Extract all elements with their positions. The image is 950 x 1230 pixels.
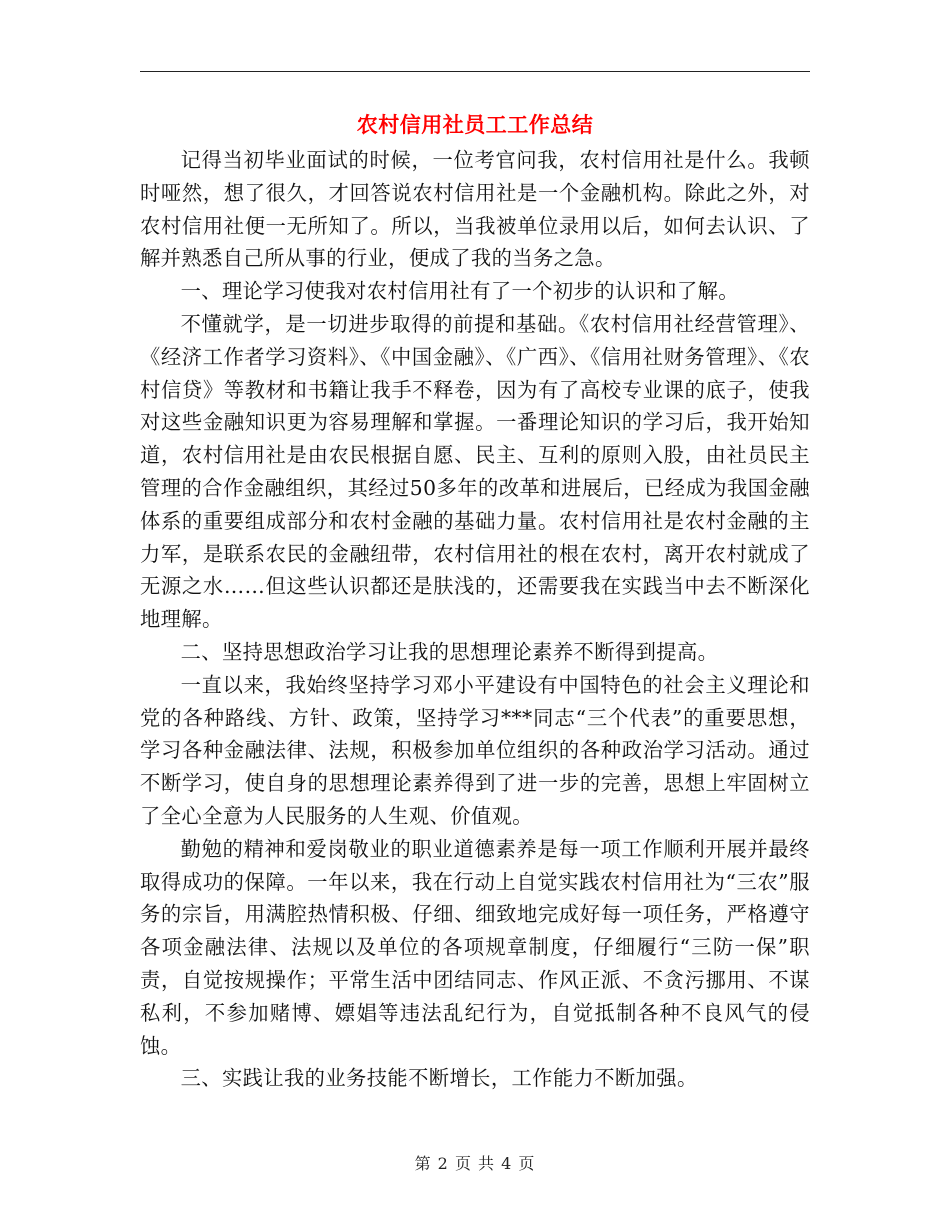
header-rule xyxy=(140,71,810,72)
paragraph-ethics: 勤勉的精神和爱岗敬业的职业道德素养是每一项工作顺利开展并最终取得成功的保障。一年以来，我在行动上自觉实践农村信用社为“三农”服务的宗旨，用满腔热情积极、仔细、细致地完成好每一项任务，严格遵守各项金融法律、法规以及单位的各项规章制度，仔细履行“三防一保”职责，自觉按规操作；平常生活中团结同志、作风正派、不贪污挪用、不谋私利，不参加赌博、嫖娼等违法乱纪行为，自觉抵制各种不良风气的侵蚀。 xyxy=(140,836,810,1058)
paragraph-intro: 记得当初毕业面试的时候，一位考官问我，农村信用社是什么。我顿时哑然，想了很久，才回答说农村信用社是一个金融机构。除此之外，对农村信用社便一无所知了。所以，当我被单位录用以后，如何去认识、了解并熟悉自己所从事的行业，便成了我的当务之急。 xyxy=(140,148,810,271)
paragraph-politics: 一直以来，我始终坚持学习邓小平建设有中国特色的社会主义理论和党的各种路线、方针、政策，坚持学习***同志“三个代表”的重要思想，学习各种金融法律、法规，积极参加单位组织的各种政治学习活动。通过不断学习，使自身的思想理论素养得到了进一步的完善，思想上牢固树立了全心全意为人民服务的人生观、价值观。 xyxy=(140,672,810,828)
document-body xyxy=(140,144,810,1095)
paragraph-theory: 不懂就学，是一切进步取得的前提和基础。《农村信用社经营管理》、《经济工作者学习资料》、《中国金融》、《广西》、《信用社财务管理》、《农村信贷》等教材和书籍让我手不释卷，因为有了高校专业课的底子，使我对这些金融知识更为容易理解和掌握。一番理论知识的学习后，我开始知道，农村信用社是由农民根据自愿、民主、互利的原则入股，由社员民主管理的合作金融组织，其经过50多年的改革和进展后，已经成为我国金融体系的重要组成部分和农村金融的基础力量。农村信用社是农村金融的主力军，是联系农民的金融纽带，农村信用社的根在农村，离开农村就成了无源之水……但这些认识都还是肤浅的，还需要我在实践当中去不断深化地理解。 xyxy=(140,311,810,632)
section-heading-theory: 一、理论学习使我对农村信用社有了一个初步的认识和了解。 xyxy=(180,279,739,304)
page-number-footer: 第 2 页 共 4 页 xyxy=(414,1154,536,1173)
section-heading-politics: 二、坚持思想政治学习让我的思想理论素养不断得到提高。 xyxy=(180,639,719,664)
document-title: 农村信用社员工工作总结 xyxy=(356,112,594,137)
section-heading-practice: 三、实践让我的业务技能不断增长，工作能力不断加强。 xyxy=(180,1066,698,1091)
